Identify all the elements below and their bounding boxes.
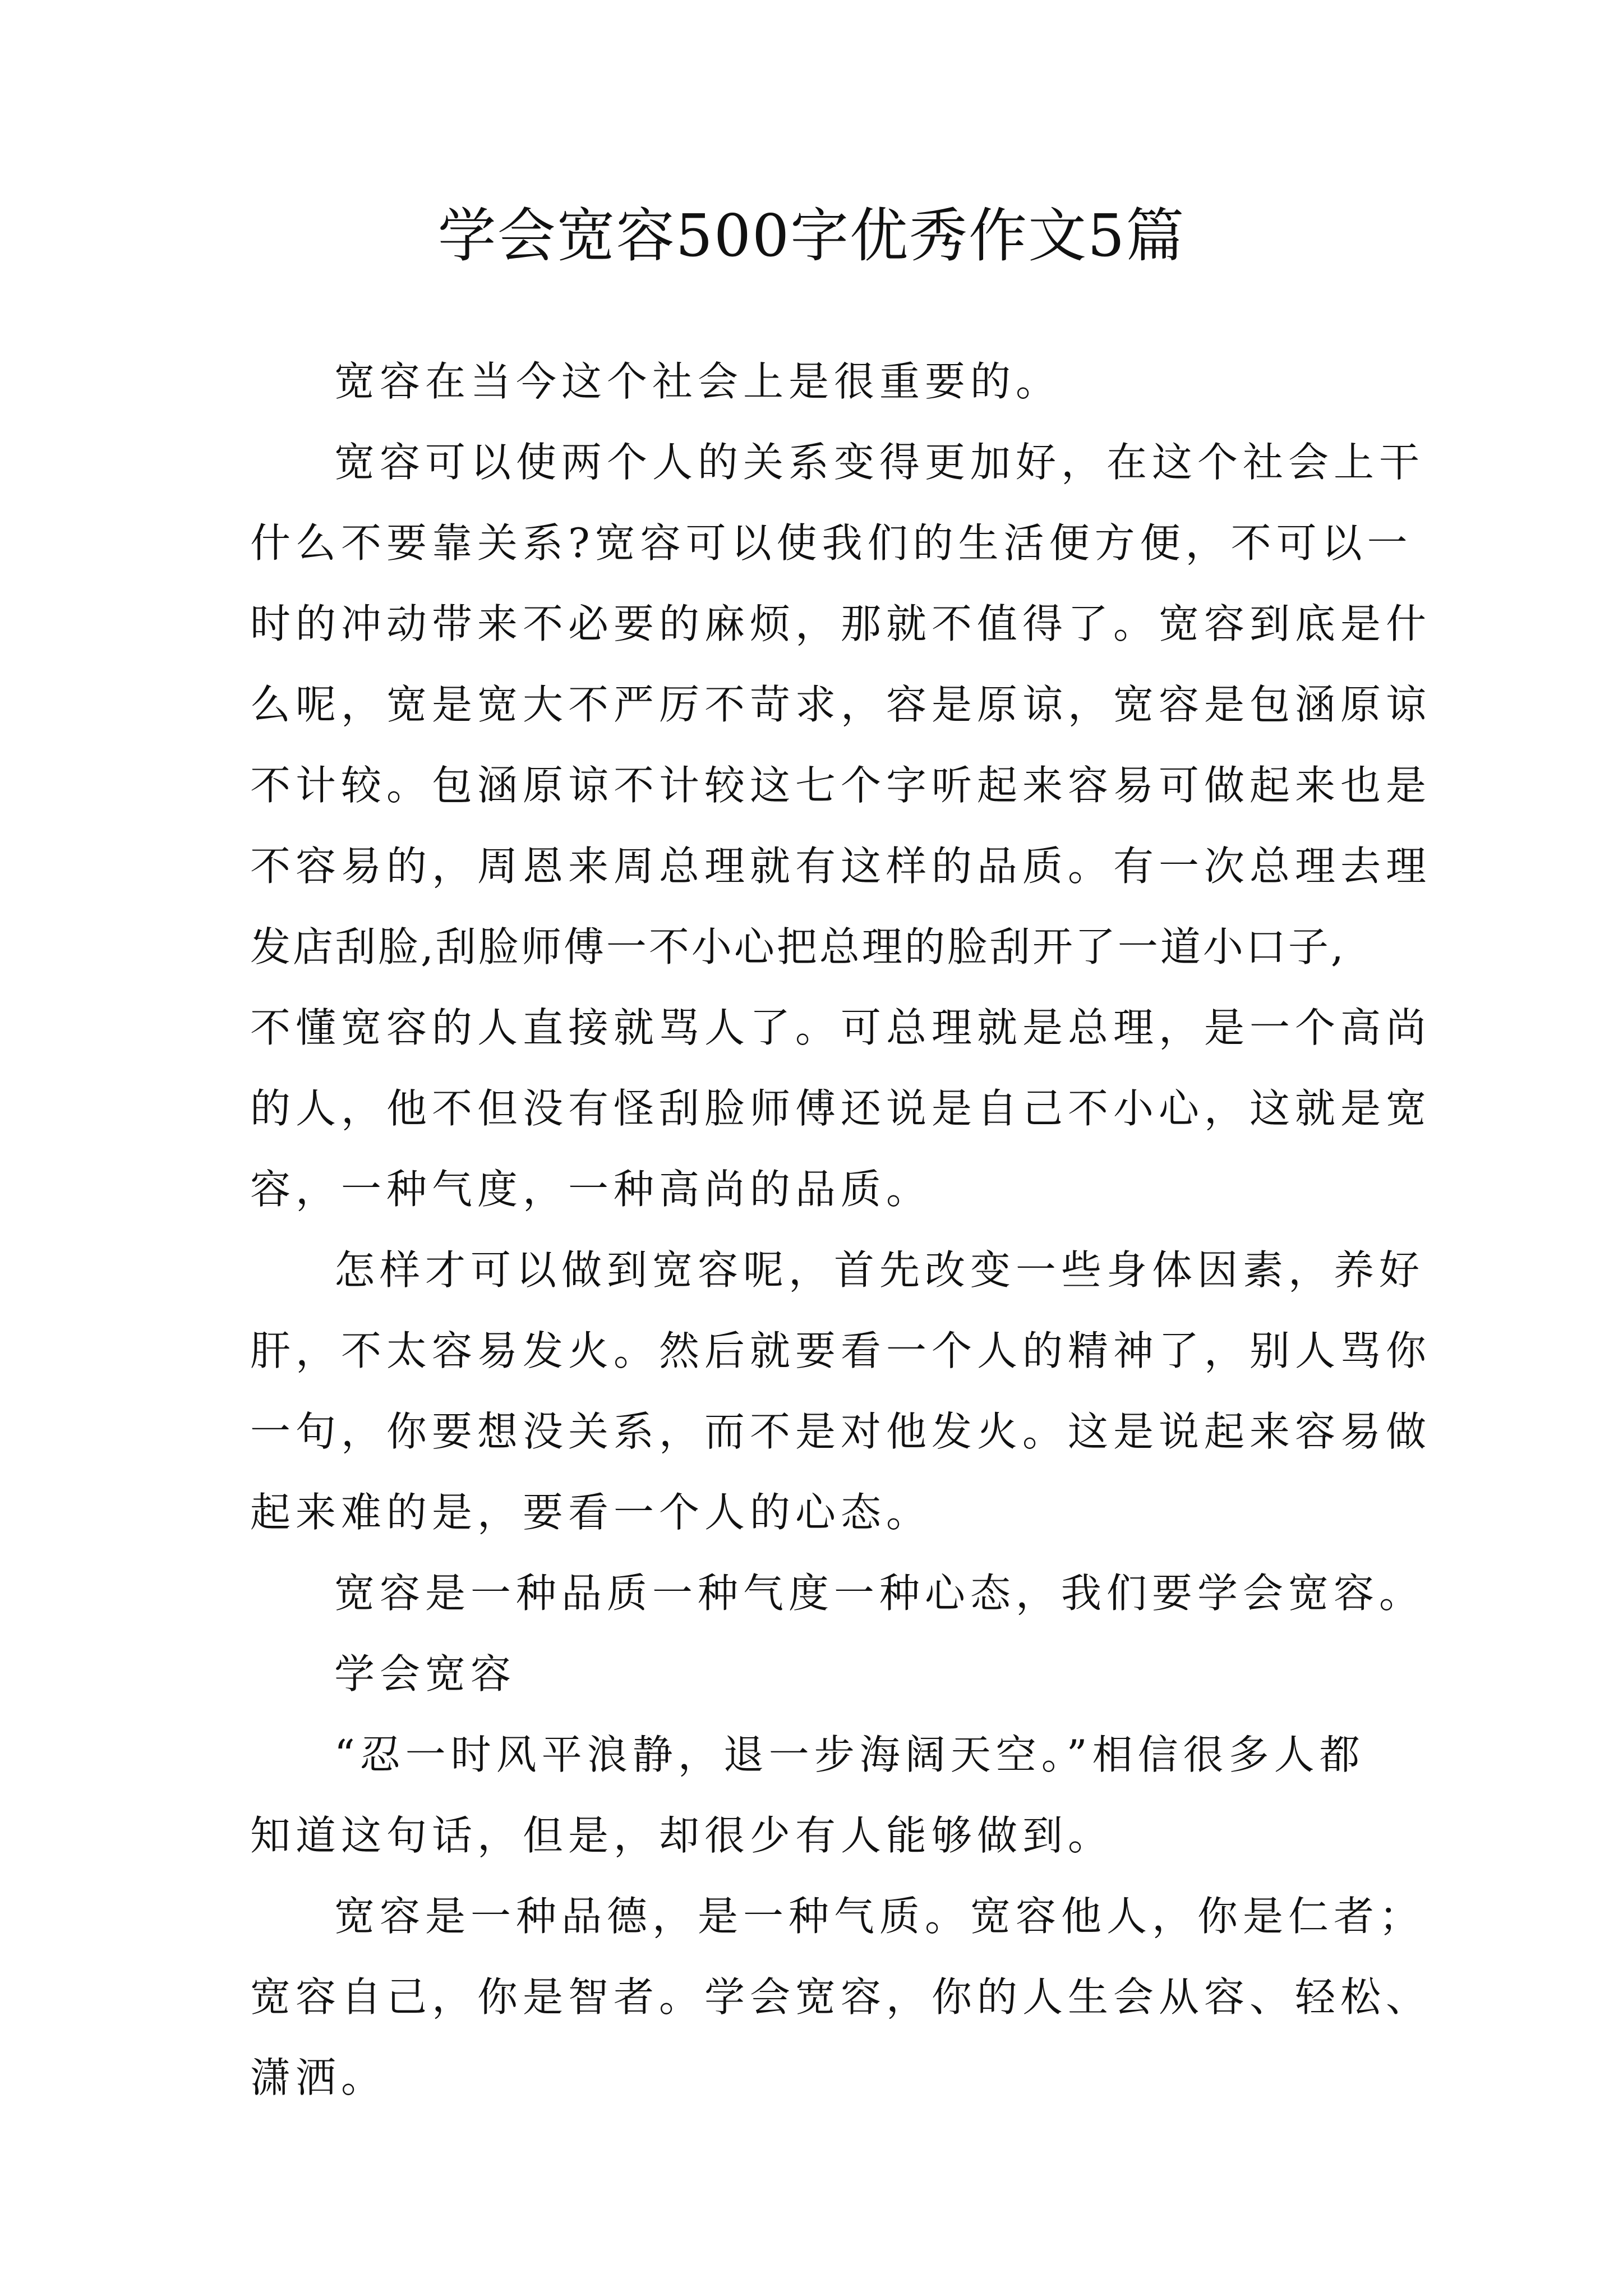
document-body xyxy=(250,341,1432,2118)
text-line: 怎样才可以做到宽容呢，首先改变一些身体因素，养好 xyxy=(334,1246,1425,1294)
text-line: 不容易的，周恩来周总理就有这样的品质。有一次总理去理 xyxy=(250,843,1432,890)
text-line: 一句，你要想没关系，而不是对他发火。这是说起来容易做 xyxy=(250,1408,1432,1455)
section-heading: 学会宽容 xyxy=(334,1650,517,1697)
text-line: 宽容可以使两个人的关系变得更加好，在这个社会上干 xyxy=(334,439,1425,486)
text-line: 不懂宽容的人直接就骂人了。可总理就是总理，是一个高尚 xyxy=(250,1004,1432,1051)
text-line: 知道这句话，但是，却很少有人能够做到。 xyxy=(250,1812,1114,1859)
text-line: 宽容在当今这个社会上是很重要的。 xyxy=(334,358,1062,405)
text-line: 宽容自己，你是智者。学会宽容，你的人生会从容、轻松、 xyxy=(250,1973,1432,2021)
text-line: 肝，不太容易发火。然后就要看一个人的精神了，别人骂你 xyxy=(250,1327,1432,1374)
text-line: 发店刮脸,刮脸师傅一不小心把总理的脸刮开了一道小口子, xyxy=(250,923,1346,970)
text-line: 的人，他不但没有怪刮脸师傅还说是自己不小心，这就是宽 xyxy=(250,1085,1432,1132)
text-line: 宽容是一种品德，是一种气质。宽容他人，你是仁者； xyxy=(334,1893,1425,1940)
document-title: 学会宽容500字优秀作文5篇 xyxy=(437,201,1186,270)
text-line: 宽容是一种品质一种气度一种心态，我们要学会宽容。 xyxy=(334,1570,1425,1617)
text-line: 不计较。包涵原谅不计较这七个字听起来容易可做起来也是 xyxy=(250,762,1432,809)
text-line: 起来难的是，要看一个人的心态。 xyxy=(250,1489,932,1536)
text-line: 时的冲动带来不必要的麻烦，那就不值得了。宽容到底是什 xyxy=(250,600,1432,647)
text-line: 潇洒。 xyxy=(250,2054,387,2101)
text-line: 么呢，宽是宽大不严厉不苛求，容是原谅，宽容是包涵原谅 xyxy=(250,681,1432,728)
text-line: “忍一时风平浪静，退一步海阔天空。”相信很多人都 xyxy=(334,1731,1365,1778)
text-line: 容，一种气度，一种高尚的品质。 xyxy=(250,1166,932,1213)
text-line: 什么不要靠关系?宽容可以使我们的生活便方便，不可以一 xyxy=(250,519,1413,567)
